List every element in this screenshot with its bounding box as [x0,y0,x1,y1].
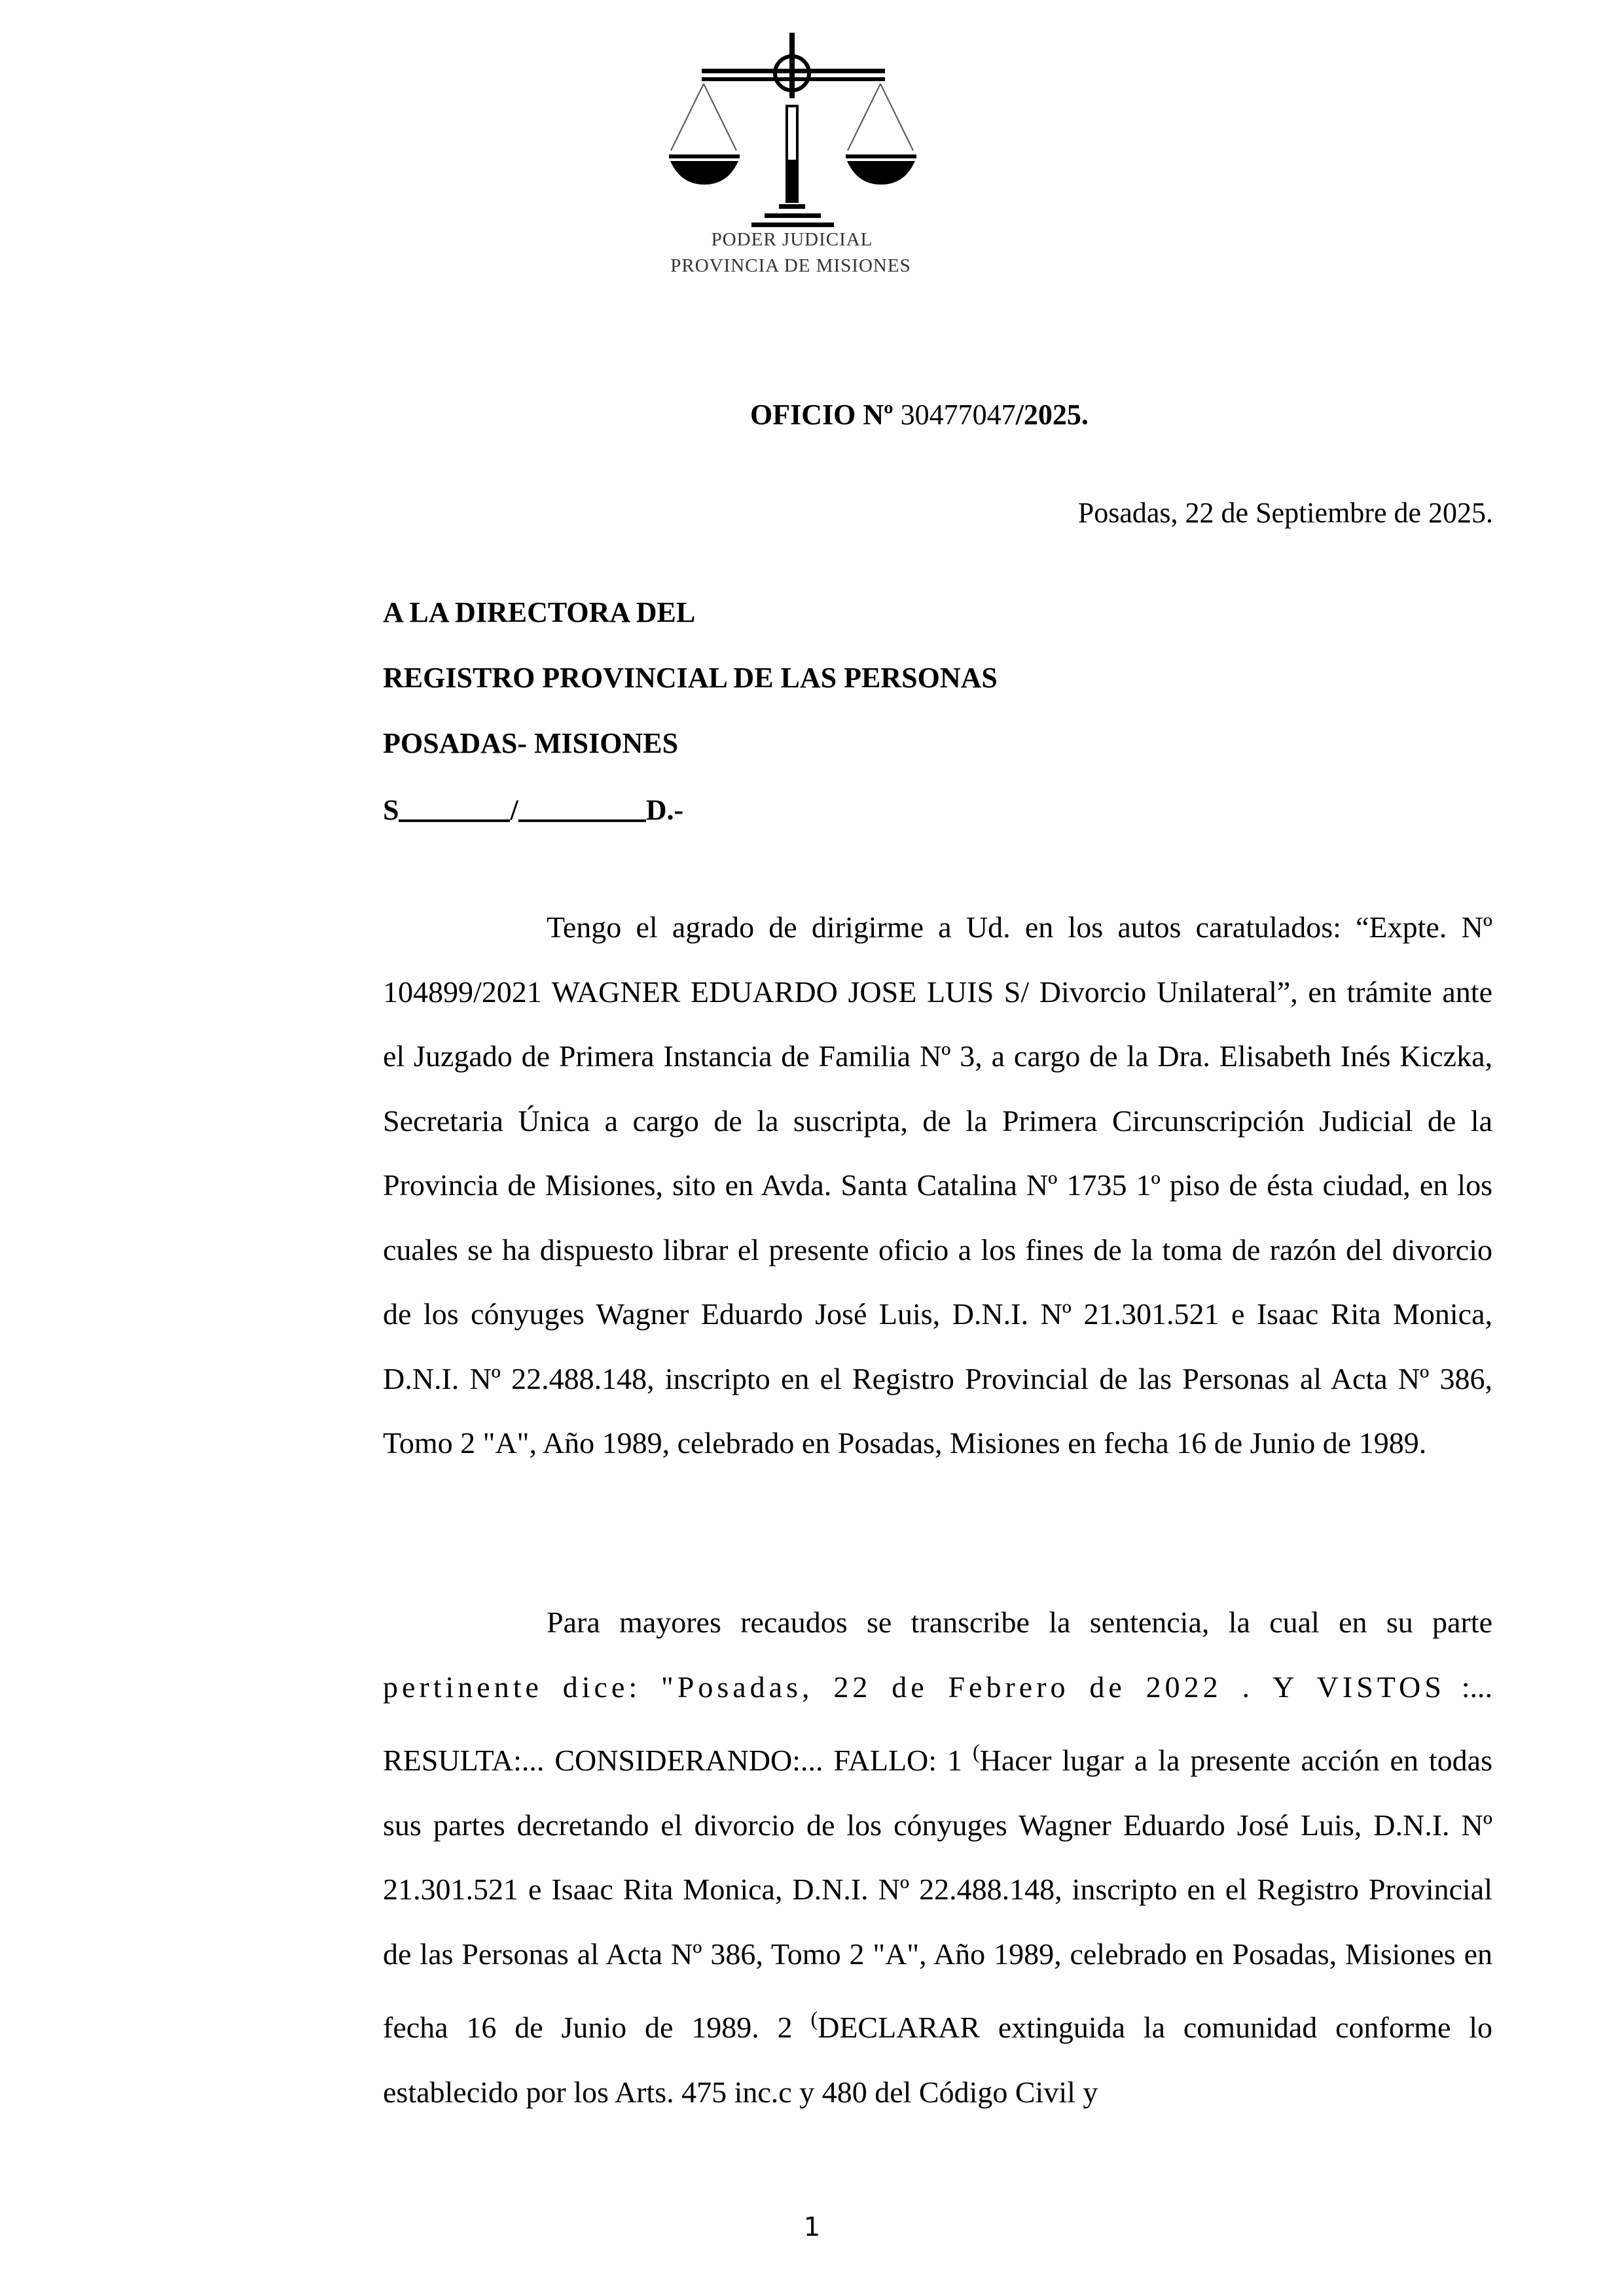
paragraph-2-ruling-1: Hacer lugar a la presente acción en todas sus partes decretando el divorcio de los cónyuges Wagner Eduardo José Luis, D.N.I. Nº 21.301.521 e Isaac Rita Monica, D.N.I. Nº 22.488.148, inscripto en el Registro Provincial de las Personas al Acta Nº 386, Tomo 2 "A", Año 1989, celebrado en Posadas, Misiones en fecha 16 de Junio de 1989. 2 [383,1744,1492,2044]
page-number: 1 [803,2212,821,2242]
logo-caption-provincia: PROVINCIA DE MISIONES [670,255,911,276]
paragraph-mark: ( [810,2007,818,2030]
paragraph-2-sections: :... RESULTA:... CONSIDERANDO:... FALLO: 1 [383,1670,1493,1777]
paragraph-mark: ( [972,1740,980,1763]
salutation-slash: / [510,794,518,826]
paragraph-2-intro: Para mayores recaudos se transcribe la sentencia, la cual en su parte [547,1605,1492,1639]
oficio-year: /2025. [1015,399,1089,431]
paragraph-1-text: Tengo el agrado de dirigirme a Ud. en los autos caratulados: “Expte. Nº 104899/2021 WAGNER EDUARDO JOSE LUIS S/ Divorcio Unilateral”, en trámite ante el Juzgado de Primera Instancia de Familia Nº 3, a cargo de la Dra. Elisabeth Inés Kiczka, Secretaria Única a cargo de la suscripta, de la Primera Circunscripción Judicial de la Provincia de Misiones, sito en Avda. Santa Catalina Nº 1735 1º piso de ésta ciudad, en los cuales se ha dispuesto librar el presente oficio a los fines de la toma de razón del divorcio de los cónyuges Wagner Eduardo José Luis, D.N.I. Nº 21.301.521 e Isaac Rita Monica, D.N.I. Nº 22.488.148, inscripto en el Registro Provincial de las Personas al Acta Nº 386, Tomo 2 "A", Año 1989, celebrado en Posadas, Misiones en fecha 16 de Junio de 1989. [383,910,1492,1460]
blank-line [399,819,510,822]
blank-line [518,819,646,822]
scales-of-justice-icon [655,33,929,229]
oficio-number [750,398,1089,431]
document-date: Posadas, 22 de Septiembre de 2025. [1077,497,1493,529]
oficio-number-value: 30477047 [893,399,1016,431]
body-paragraph-1 [383,895,1492,1476]
paragraph-2-quote-start: pertinente dice: "Posadas, 22 de Febrero de 2022 . Y VISTOS [383,1670,1445,1704]
oficio-label: OFICIO Nº [750,399,893,431]
addressee-line-1: A LA DIRECTORA DEL [383,596,696,628]
addressee-salutation [383,793,683,827]
logo [655,33,969,295]
salutation-s: S [383,794,399,826]
salutation-d: D.- [645,794,684,826]
body-paragraph-2 [383,1590,1492,2125]
paragraph-2-ruling-2: DECLARAR extinguida la comunidad conforme lo establecido por los Arts. 475 inc.c y 480 del Código Civil y [383,2011,1492,2109]
addressee-line-2: REGISTRO PROVINCIAL DE LAS PERSONAS [383,662,998,694]
logo-caption-poder-judicial: PODER JUDICIAL [711,229,873,250]
addressee-line-3: POSADAS- MISIONES [383,727,679,759]
